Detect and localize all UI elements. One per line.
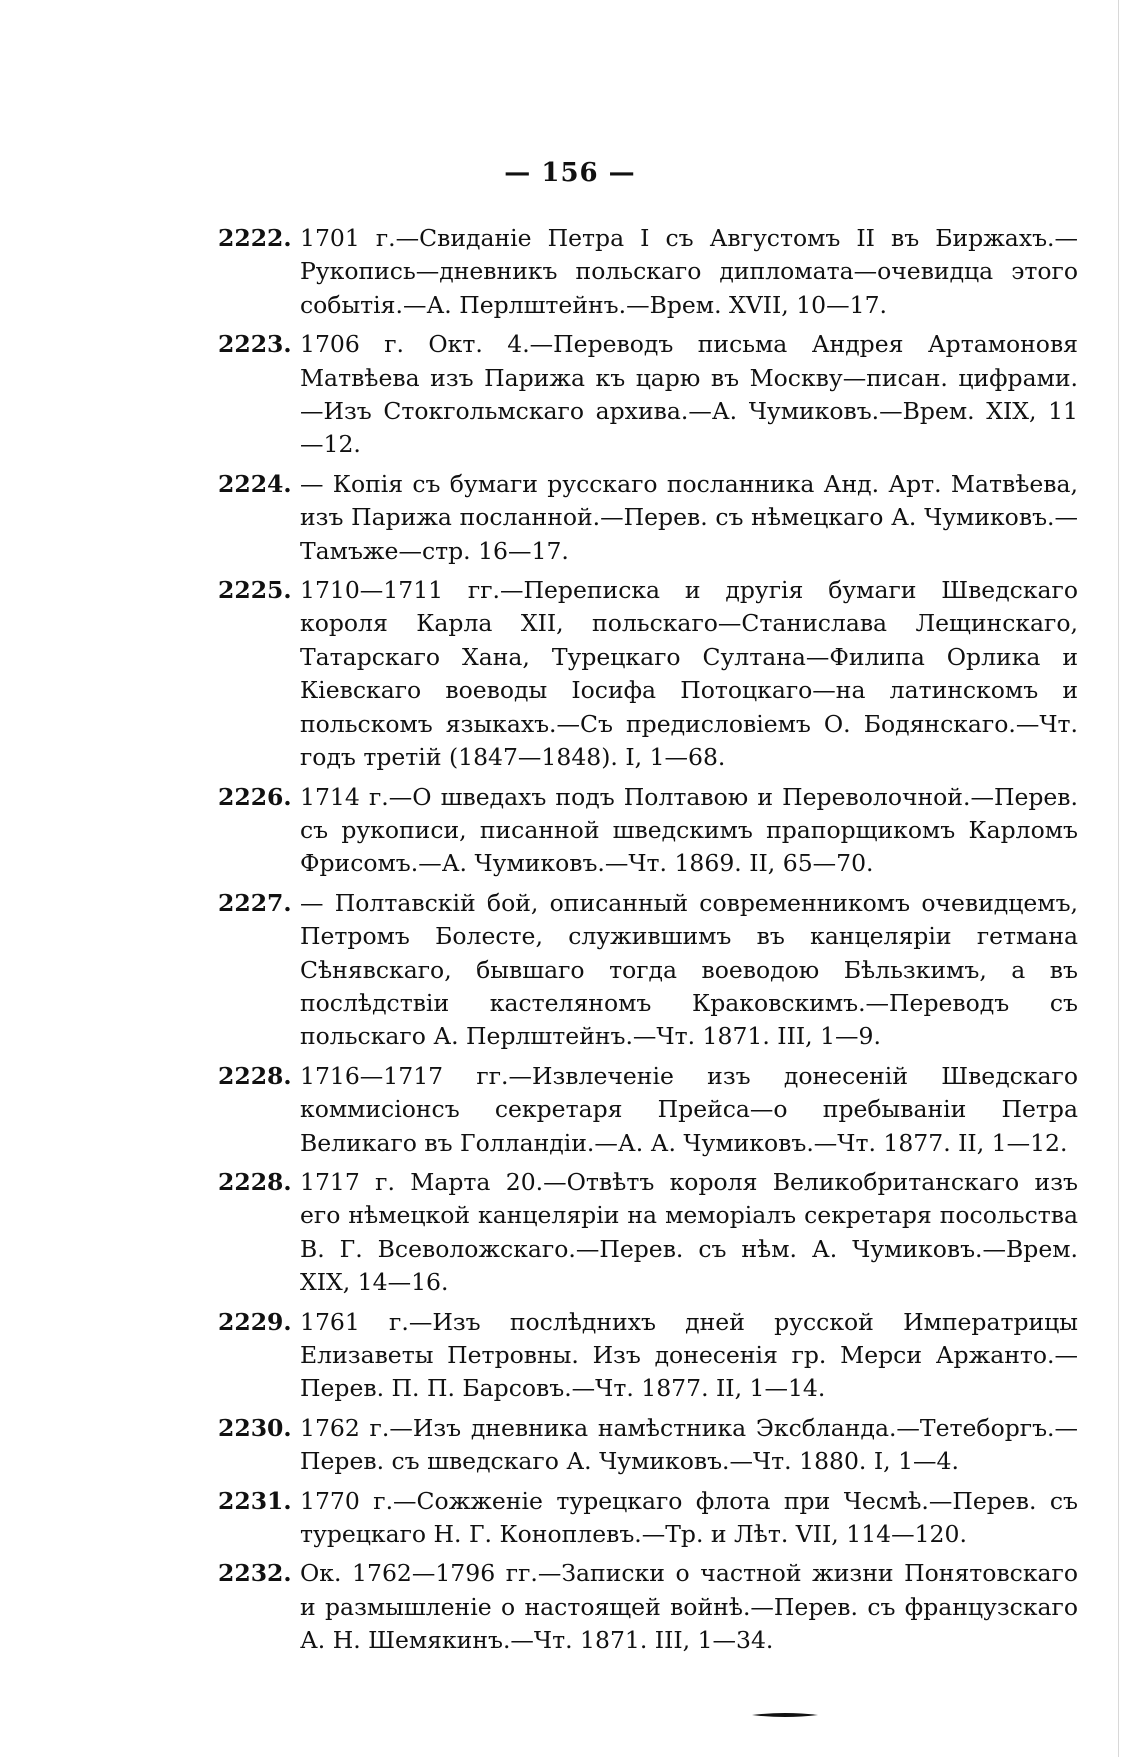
bibliography-entry — [218, 222, 1078, 322]
page-edge-line — [1118, 0, 1119, 1757]
entry-number: 2225. — [218, 576, 292, 605]
entry-text: 1761 г.—Изъ послѣднихъ дней русской Императрицы Елизаветы Петровны. Изъ донесенія гр. Мерси Аржанто.—Перев. П. П. Барсовъ.—Чт. 1877. II, 1—14. — [300, 1307, 1078, 1403]
entry-number: 2224. — [218, 469, 292, 498]
entry-text: Ок. 1762—1796 гг.—Записки о частной жизни Понятовскаго и размышленіе о настоящей войнѣ.—Перев. съ французскаго А. Н. Шемякинъ.—Чт. 1871. III, 1—34. — [300, 1559, 1078, 1655]
entry-number: 2231. — [218, 1486, 292, 1515]
bibliography-entry — [218, 1166, 1078, 1300]
entry-number: 2223. — [218, 330, 292, 359]
entry-text: 1701 г.—Свиданіе Петра I съ Августомъ II въ Биржахъ.—Рукопись—дневникъ польскаго дипломата—очевидца этого событія.—А. Перлштейнъ.—Врем. XVII, 10—17. — [300, 224, 1078, 319]
entry-number: 2228. — [218, 1167, 292, 1196]
entry-text: 1716—1717 гг.—Извлеченіе изъ донесеній Шведскаго коммисіонсъ секретаря Прейса—о пребываніи Петра Великаго въ Голландіи.—А. А. Чумиковъ.—Чт. 1877. II, 1—12. — [300, 1061, 1078, 1157]
entry-text: 1706 г. Окт. 4.—Переводъ письма Андрея Артамоновя Матвѣева изъ Парижа къ царю въ Москву—писан. цифрами.—Изъ Стокгольмскаго архива.—А. Чумиковъ.—Врем. XIX, 11—12. — [300, 330, 1078, 459]
entry-number: 2227. — [218, 888, 292, 917]
entry-text: 1762 г.—Изъ дневника намѣстника Эксбланда.—Тетеборгъ.—Перев. съ шведскаго А. Чумиковъ.—Чт. 1880. I, 1—4. — [300, 1413, 1078, 1476]
bibliography-entry — [218, 328, 1078, 462]
bibliography-entry — [218, 887, 1078, 1054]
page-number: — 156 — — [504, 158, 636, 188]
entry-number: 2230. — [218, 1413, 292, 1442]
bibliography-entry — [218, 1306, 1078, 1406]
bibliography-entry — [218, 574, 1078, 774]
end-ornament-icon — [752, 1712, 818, 1718]
bibliography-entry — [218, 468, 1078, 568]
bibliography-entry — [218, 1060, 1078, 1160]
entry-text: — Копія съ бумаги русскаго посланника Анд. Арт. Матвѣева, изъ Парижа посланной.—Перев. съ нѣмецкаго А. Чумиковъ.— Тамъже—стр. 16—17. — [300, 469, 1078, 565]
entry-number: 2226. — [218, 782, 292, 811]
entry-number: 2228. — [218, 1061, 292, 1090]
entry-text: 1770 г.—Сожженіе турецкаго флота при Чесмѣ.—Перев. съ турецкаго Н. Г. Коноплевъ.—Тр. и Лѣт. VII, 114—120. — [300, 1486, 1078, 1549]
entry-number: 2229. — [218, 1307, 292, 1336]
entry-text: 1710—1711 гг.—Переписка и другія бумаги Шведскаго короля Карла XII, польскаго—Станислава Лещинскаго, Татарскаго Хана, Турецкаго Султана—Филипа Орлика и Кіевскаго воеводы Іосифа Потоцкаго—на латинскомъ и польскомъ языкахъ.—Съ предисловіемъ О. Бодянскаго.—Чт. годъ третій (1847—1848). I, 1—68. — [300, 576, 1078, 772]
bibliography-entry — [218, 1485, 1078, 1552]
bibliography-entry — [218, 1412, 1078, 1479]
entry-number: 2222. — [218, 224, 292, 252]
entry-number: 2232. — [218, 1559, 292, 1588]
entry-text: 1714 г.—О шведахъ подъ Полтавою и Переволочной.—Перев. съ рукописи, писанной шведскимъ прапорщикомъ Карломъ Фрисомъ.—А. Чумиковъ.—Чт. 1869. II, 65—70. — [300, 782, 1078, 878]
bibliography-entry — [218, 1557, 1078, 1657]
bibliography-entry — [218, 781, 1078, 881]
entry-text: — Полтавскій бой, описанный современникомъ очевидцемъ, Петромъ Болесте, служившимъ въ канцеляріи гетмана Сѣнявскаго, бывшаго тогда воеводою Бѣльзкимъ, а въ послѣдствіи кастеляномъ Краковскимъ.—Переводъ съ польскаго А. Перлштейнъ.—Чт. 1871. III, 1—9. — [300, 888, 1078, 1051]
bibliography-list — [218, 222, 1078, 1664]
entry-text: 1717 г. Марта 20.—Отвѣтъ короля Великобританскаго изъ его нѣмецкой канцеляріи на меморіалъ секретаря посольства В. Г. Всеволожскаго.—Перев. съ нѣм. А. Чумиковъ.—Врем. XIX, 14—16. — [300, 1167, 1078, 1297]
